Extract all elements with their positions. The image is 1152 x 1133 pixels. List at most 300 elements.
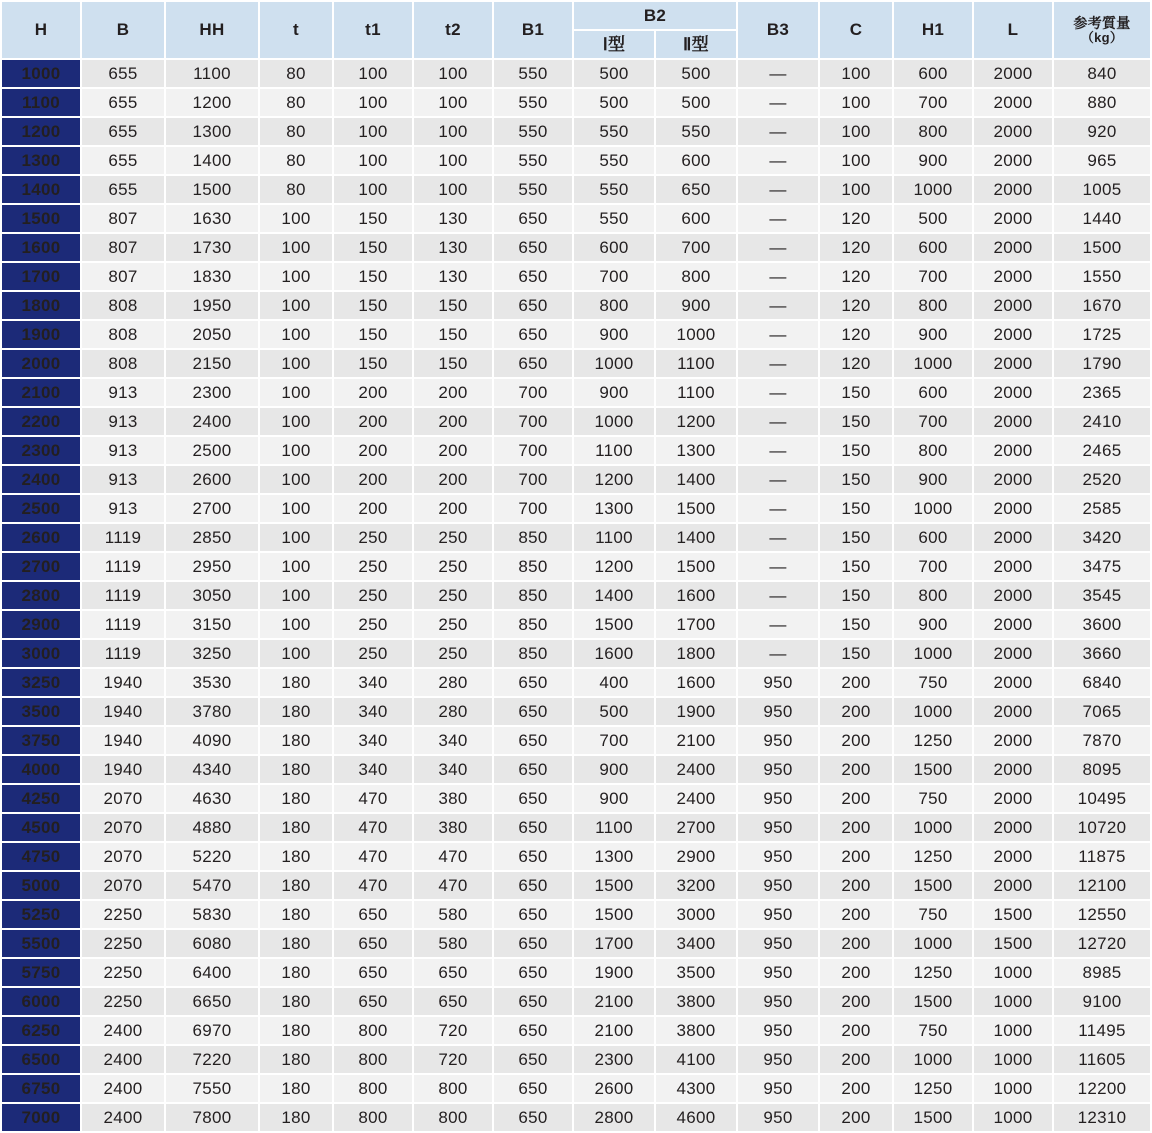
- table-cell: 950: [738, 901, 818, 928]
- table-row: [2, 350, 1150, 377]
- table-cell: 2000: [974, 60, 1052, 87]
- table-cell: 2000: [974, 205, 1052, 232]
- row-header-h: 3750: [2, 727, 80, 754]
- table-cell: 650: [494, 756, 572, 783]
- table-cell: 1000: [974, 959, 1052, 986]
- table-cell: 1000: [894, 350, 972, 377]
- table-cell: 900: [574, 321, 654, 348]
- table-cell: 2100: [656, 727, 736, 754]
- table-cell: 650: [494, 785, 572, 812]
- table-row: [2, 466, 1150, 493]
- table-cell: 150: [334, 205, 412, 232]
- table-cell: 850: [494, 640, 572, 667]
- table-cell: 550: [494, 89, 572, 116]
- table-cell: 2000: [974, 321, 1052, 348]
- table-cell: 4100: [656, 1046, 736, 1073]
- table-cell: 655: [82, 176, 164, 203]
- table-cell: 950: [738, 1104, 818, 1131]
- table-cell: 340: [334, 756, 412, 783]
- row-header-h: 1900: [2, 321, 80, 348]
- table-row: [2, 553, 1150, 580]
- table-cell: 700: [894, 408, 972, 435]
- table-cell: 1940: [82, 756, 164, 783]
- table-cell: 650: [494, 843, 572, 870]
- table-cell: 150: [414, 321, 492, 348]
- table-cell: 200: [334, 495, 412, 522]
- table-cell: 1830: [166, 263, 258, 290]
- table-cell: 3050: [166, 582, 258, 609]
- table-cell: 950: [738, 988, 818, 1015]
- table-cell: 1790: [1054, 350, 1150, 377]
- table-cell: 650: [494, 669, 572, 696]
- table-cell: 1300: [166, 118, 258, 145]
- table-cell: 2000: [974, 437, 1052, 464]
- table-cell: 650: [494, 292, 572, 319]
- table-cell: 2600: [574, 1075, 654, 1102]
- table-cell: 200: [820, 1104, 892, 1131]
- row-header-h: 1400: [2, 176, 80, 203]
- table-cell: 100: [334, 176, 412, 203]
- table-cell: 2000: [974, 524, 1052, 551]
- table-cell: 650: [334, 959, 412, 986]
- table-cell: 250: [414, 582, 492, 609]
- table-cell: —: [738, 321, 818, 348]
- table-row: [2, 988, 1150, 1015]
- table-cell: 180: [260, 843, 332, 870]
- table-cell: 1000: [574, 408, 654, 435]
- table-cell: 120: [820, 321, 892, 348]
- table-cell: 200: [820, 698, 892, 725]
- table-cell: 580: [414, 930, 492, 957]
- table-cell: 3400: [656, 930, 736, 957]
- table-cell: 200: [414, 437, 492, 464]
- table-cell: 3530: [166, 669, 258, 696]
- table-cell: 100: [820, 89, 892, 116]
- table-cell: 913: [82, 408, 164, 435]
- table-cell: 150: [414, 292, 492, 319]
- table-cell: 4340: [166, 756, 258, 783]
- table-cell: 6080: [166, 930, 258, 957]
- table-cell: 655: [82, 118, 164, 145]
- table-cell: 1200: [166, 89, 258, 116]
- table-cell: 2000: [974, 118, 1052, 145]
- table-cell: 470: [334, 814, 412, 841]
- table-cell: 6970: [166, 1017, 258, 1044]
- row-header-h: 3250: [2, 669, 80, 696]
- table-cell: 200: [820, 814, 892, 841]
- table-cell: 100: [260, 611, 332, 638]
- table-cell: 500: [656, 60, 736, 87]
- table-cell: 500: [574, 60, 654, 87]
- table-cell: 650: [494, 988, 572, 1015]
- table-cell: 1200: [574, 553, 654, 580]
- table-cell: 3420: [1054, 524, 1150, 551]
- table-row: [2, 785, 1150, 812]
- table-cell: 80: [260, 60, 332, 87]
- table-cell: 2520: [1054, 466, 1150, 493]
- table-cell: 2250: [82, 930, 164, 957]
- row-header-h: 1100: [2, 89, 80, 116]
- table-cell: 1250: [894, 843, 972, 870]
- table-cell: 150: [820, 524, 892, 551]
- table-cell: 950: [738, 756, 818, 783]
- table-cell: 650: [494, 901, 572, 928]
- table-cell: 650: [494, 1104, 572, 1131]
- table-cell: 1100: [166, 60, 258, 87]
- table-cell: 1000: [894, 814, 972, 841]
- table-cell: 700: [894, 89, 972, 116]
- table-cell: 2400: [82, 1075, 164, 1102]
- table-row: [2, 292, 1150, 319]
- table-cell: 12200: [1054, 1075, 1150, 1102]
- table-cell: 280: [414, 698, 492, 725]
- table-cell: 4300: [656, 1075, 736, 1102]
- table-cell: 100: [260, 582, 332, 609]
- table-cell: —: [738, 640, 818, 667]
- table-cell: 100: [260, 466, 332, 493]
- table-cell: 340: [334, 727, 412, 754]
- table-cell: 1200: [574, 466, 654, 493]
- table-cell: 200: [334, 408, 412, 435]
- table-cell: 5470: [166, 872, 258, 899]
- table-cell: —: [738, 553, 818, 580]
- table-cell: —: [738, 234, 818, 261]
- table-cell: 720: [414, 1046, 492, 1073]
- table-cell: 1500: [574, 901, 654, 928]
- row-header-h: 4250: [2, 785, 80, 812]
- table-cell: 1600: [656, 582, 736, 609]
- table-cell: 3150: [166, 611, 258, 638]
- table-cell: 3475: [1054, 553, 1150, 580]
- table-cell: 1400: [166, 147, 258, 174]
- table-cell: 600: [574, 234, 654, 261]
- table-cell: 2700: [166, 495, 258, 522]
- table-cell: 180: [260, 785, 332, 812]
- table-cell: 1670: [1054, 292, 1150, 319]
- table-cell: 1300: [574, 843, 654, 870]
- table-cell: 550: [574, 118, 654, 145]
- table-cell: 920: [1054, 118, 1150, 145]
- table-cell: 650: [494, 872, 572, 899]
- table-cell: 950: [738, 785, 818, 812]
- table-cell: 100: [820, 147, 892, 174]
- row-header-h: 6250: [2, 1017, 80, 1044]
- table-cell: 700: [494, 437, 572, 464]
- table-cell: 100: [414, 176, 492, 203]
- table-cell: 1000: [974, 988, 1052, 1015]
- table-cell: 700: [494, 379, 572, 406]
- header-row-main: [2, 2, 1150, 29]
- table-cell: 8985: [1054, 959, 1150, 986]
- table-cell: 900: [894, 147, 972, 174]
- table-cell: 200: [334, 466, 412, 493]
- table-row: [2, 901, 1150, 928]
- table-cell: 900: [894, 466, 972, 493]
- table-row: [2, 930, 1150, 957]
- table-cell: 470: [334, 785, 412, 812]
- row-header-h: 1700: [2, 263, 80, 290]
- table-cell: 807: [82, 205, 164, 232]
- table-cell: 10495: [1054, 785, 1150, 812]
- table-cell: 950: [738, 930, 818, 957]
- table-cell: 650: [494, 1075, 572, 1102]
- table-cell: 2500: [166, 437, 258, 464]
- table-cell: 1500: [894, 756, 972, 783]
- table-cell: 1119: [82, 582, 164, 609]
- table-row: [2, 263, 1150, 290]
- table-cell: 200: [414, 466, 492, 493]
- row-header-h: 5000: [2, 872, 80, 899]
- table-cell: 2465: [1054, 437, 1150, 464]
- table-cell: 4630: [166, 785, 258, 812]
- table-cell: 800: [334, 1104, 412, 1131]
- table-cell: 800: [334, 1017, 412, 1044]
- row-header-h: 5500: [2, 930, 80, 957]
- table-cell: 180: [260, 1017, 332, 1044]
- table-cell: 750: [894, 901, 972, 928]
- table-cell: 808: [82, 321, 164, 348]
- table-row: [2, 495, 1150, 522]
- table-cell: 150: [820, 582, 892, 609]
- col-header-h1: H1: [894, 2, 972, 58]
- table-cell: 100: [334, 118, 412, 145]
- table-cell: 3780: [166, 698, 258, 725]
- table-cell: 1250: [894, 959, 972, 986]
- table-cell: 7220: [166, 1046, 258, 1073]
- table-cell: 2585: [1054, 495, 1150, 522]
- table-cell: 750: [894, 1017, 972, 1044]
- table-cell: 150: [820, 466, 892, 493]
- table-cell: 700: [574, 727, 654, 754]
- table-cell: 2000: [974, 756, 1052, 783]
- table-cell: 2400: [82, 1017, 164, 1044]
- table-cell: 1000: [894, 1046, 972, 1073]
- table-row: [2, 147, 1150, 174]
- table-cell: 2000: [974, 669, 1052, 696]
- table-cell: 1400: [656, 524, 736, 551]
- row-header-h: 7000: [2, 1104, 80, 1131]
- table-cell: 200: [820, 1075, 892, 1102]
- table-row: [2, 524, 1150, 551]
- table-cell: 200: [820, 901, 892, 928]
- table-cell: 100: [414, 118, 492, 145]
- table-cell: 913: [82, 379, 164, 406]
- table-cell: 2900: [656, 843, 736, 870]
- table-cell: 120: [820, 263, 892, 290]
- table-cell: 100: [334, 147, 412, 174]
- table-cell: 2800: [574, 1104, 654, 1131]
- table-cell: 280: [414, 669, 492, 696]
- table-cell: 1119: [82, 553, 164, 580]
- table-cell: 100: [334, 60, 412, 87]
- table-cell: 900: [894, 321, 972, 348]
- table-cell: 655: [82, 60, 164, 87]
- col-header-hh: HH: [166, 2, 258, 58]
- table-cell: 965: [1054, 147, 1150, 174]
- table-cell: 1800: [656, 640, 736, 667]
- table-cell: 11495: [1054, 1017, 1150, 1044]
- table-cell: 550: [494, 118, 572, 145]
- table-cell: —: [738, 582, 818, 609]
- table-row: [2, 379, 1150, 406]
- table-cell: —: [738, 147, 818, 174]
- table-cell: 2000: [974, 814, 1052, 841]
- table-cell: 840: [1054, 60, 1150, 87]
- table-cell: 200: [820, 756, 892, 783]
- table-cell: 6400: [166, 959, 258, 986]
- table-cell: 700: [574, 263, 654, 290]
- table-cell: 2000: [974, 640, 1052, 667]
- table-cell: 1000: [574, 350, 654, 377]
- table-cell: 7065: [1054, 698, 1150, 725]
- table-cell: 2400: [656, 756, 736, 783]
- table-cell: 1500: [574, 611, 654, 638]
- table-cell: 650: [494, 205, 572, 232]
- table-cell: 600: [894, 60, 972, 87]
- table-cell: 600: [894, 234, 972, 261]
- table-cell: 950: [738, 814, 818, 841]
- table-cell: 130: [414, 263, 492, 290]
- table-cell: 2000: [974, 466, 1052, 493]
- table-cell: 2300: [574, 1046, 654, 1073]
- table-cell: 850: [494, 582, 572, 609]
- table-cell: 180: [260, 756, 332, 783]
- row-header-h: 2200: [2, 408, 80, 435]
- table-cell: 120: [820, 350, 892, 377]
- table-cell: 200: [334, 379, 412, 406]
- table-cell: 3600: [1054, 611, 1150, 638]
- table-cell: 808: [82, 350, 164, 377]
- table-row: [2, 321, 1150, 348]
- table-cell: 2000: [974, 553, 1052, 580]
- table-cell: 11605: [1054, 1046, 1150, 1073]
- table-row: [2, 60, 1150, 87]
- table-row: [2, 698, 1150, 725]
- table-cell: 1400: [574, 582, 654, 609]
- table-cell: 750: [894, 785, 972, 812]
- table-cell: 1100: [656, 350, 736, 377]
- table-cell: 200: [414, 408, 492, 435]
- col-header-b2-type1: Ⅰ型: [574, 31, 654, 58]
- col-header-b2: B2: [574, 2, 736, 29]
- table-cell: 720: [414, 1017, 492, 1044]
- row-header-h: 2300: [2, 437, 80, 464]
- table-cell: 2850: [166, 524, 258, 551]
- table-cell: 180: [260, 959, 332, 986]
- table-cell: 2000: [974, 698, 1052, 725]
- table-cell: 1000: [974, 1075, 1052, 1102]
- table-cell: 950: [738, 1075, 818, 1102]
- table-cell: 913: [82, 466, 164, 493]
- table-cell: —: [738, 89, 818, 116]
- table-cell: 100: [260, 292, 332, 319]
- row-header-h: 2600: [2, 524, 80, 551]
- table-cell: 130: [414, 234, 492, 261]
- table-cell: —: [738, 495, 818, 522]
- table-cell: 700: [494, 495, 572, 522]
- table-row: [2, 1046, 1150, 1073]
- table-cell: 1200: [656, 408, 736, 435]
- table-row: [2, 582, 1150, 609]
- table-cell: 400: [574, 669, 654, 696]
- table-cell: 1005: [1054, 176, 1150, 203]
- table-cell: 1500: [894, 1104, 972, 1131]
- table-cell: 1900: [656, 698, 736, 725]
- table-cell: 1550: [1054, 263, 1150, 290]
- row-header-h: 2000: [2, 350, 80, 377]
- table-cell: 380: [414, 785, 492, 812]
- table-cell: 180: [260, 727, 332, 754]
- col-header-c: C: [820, 2, 892, 58]
- table-cell: 12720: [1054, 930, 1150, 957]
- row-header-h: 1200: [2, 118, 80, 145]
- table-cell: 2365: [1054, 379, 1150, 406]
- table-cell: 2410: [1054, 408, 1150, 435]
- table-cell: 100: [820, 118, 892, 145]
- table-cell: 800: [894, 292, 972, 319]
- table-cell: 800: [414, 1104, 492, 1131]
- table-cell: 80: [260, 176, 332, 203]
- table-cell: 950: [738, 1017, 818, 1044]
- table-cell: 7870: [1054, 727, 1150, 754]
- table-cell: 200: [820, 959, 892, 986]
- table-cell: 1100: [574, 524, 654, 551]
- table-cell: —: [738, 118, 818, 145]
- table-cell: 3545: [1054, 582, 1150, 609]
- table-cell: 100: [260, 379, 332, 406]
- table-cell: 180: [260, 930, 332, 957]
- table-cell: 2000: [974, 292, 1052, 319]
- table-cell: 650: [494, 234, 572, 261]
- table-row: [2, 1075, 1150, 1102]
- table-cell: 800: [656, 263, 736, 290]
- table-cell: —: [738, 205, 818, 232]
- row-header-h: 1600: [2, 234, 80, 261]
- table-cell: 12310: [1054, 1104, 1150, 1131]
- table-cell: 1119: [82, 611, 164, 638]
- table-cell: 550: [494, 147, 572, 174]
- table-cell: 180: [260, 814, 332, 841]
- table-row: [2, 727, 1150, 754]
- table-cell: 950: [738, 698, 818, 725]
- table-cell: 180: [260, 872, 332, 899]
- table-cell: 150: [414, 350, 492, 377]
- table-cell: 650: [494, 727, 572, 754]
- table-cell: 150: [820, 408, 892, 435]
- table-cell: 2000: [974, 611, 1052, 638]
- table-cell: 180: [260, 1046, 332, 1073]
- table-body: [2, 60, 1150, 1131]
- table-header: [2, 2, 1150, 58]
- table-cell: 380: [414, 814, 492, 841]
- table-cell: 1000: [894, 930, 972, 957]
- table-cell: 2400: [166, 408, 258, 435]
- table-cell: 600: [656, 205, 736, 232]
- table-cell: 3250: [166, 640, 258, 667]
- table-row: [2, 669, 1150, 696]
- table-cell: 200: [334, 437, 412, 464]
- row-header-h: 3000: [2, 640, 80, 667]
- table-cell: 550: [574, 176, 654, 203]
- table-cell: 1500: [974, 901, 1052, 928]
- table-cell: 700: [894, 553, 972, 580]
- table-cell: 1900: [574, 959, 654, 986]
- table-cell: 850: [494, 611, 572, 638]
- table-cell: 650: [494, 698, 572, 725]
- table-cell: 180: [260, 988, 332, 1015]
- table-cell: 80: [260, 118, 332, 145]
- table-row: [2, 437, 1150, 464]
